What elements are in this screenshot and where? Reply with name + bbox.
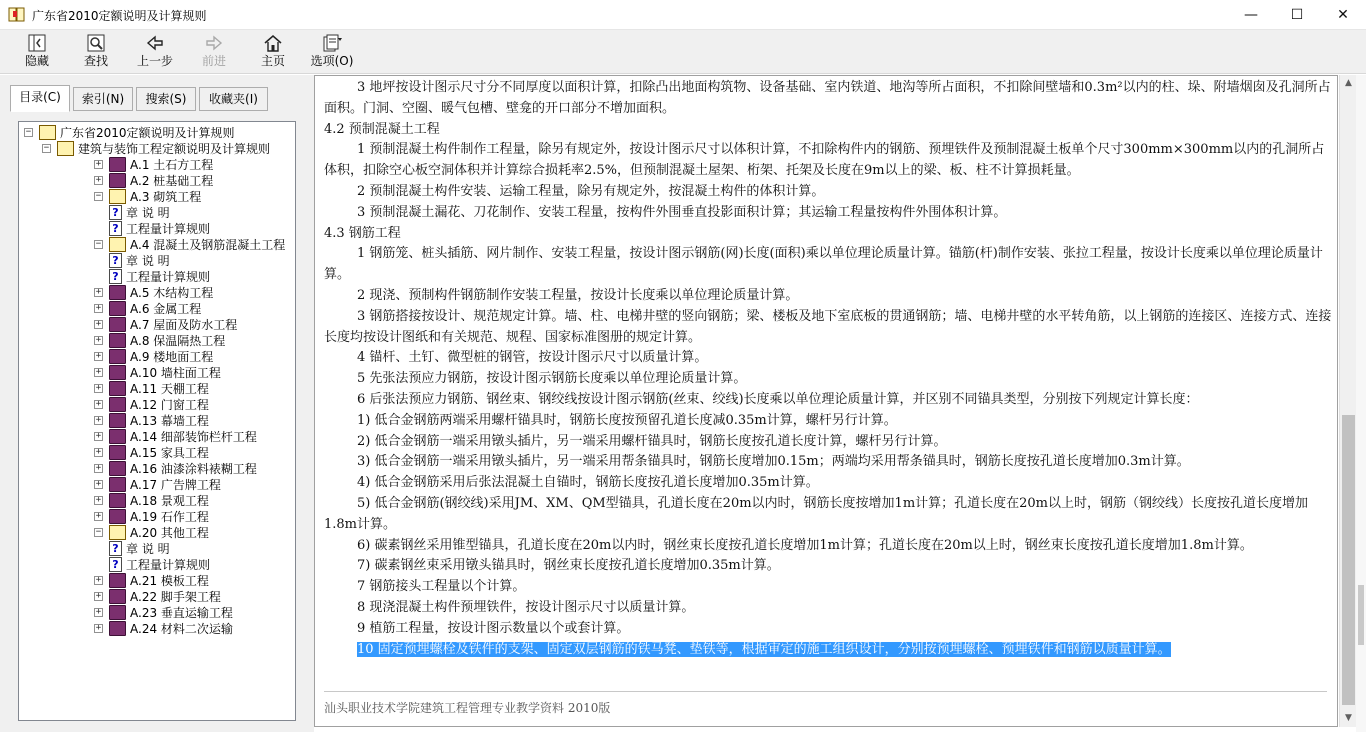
help-page-icon: ? <box>109 541 122 556</box>
tree-item[interactable] <box>19 589 295 605</box>
tree-item-label: A.5 木结构工程 <box>130 286 214 300</box>
forward-button[interactable] <box>188 33 240 71</box>
collapse-minus-icon[interactable]: − <box>25 127 32 137</box>
tree-item[interactable] <box>19 573 295 589</box>
tree-item[interactable] <box>19 365 295 381</box>
closed-book-icon <box>109 461 126 476</box>
tree-item[interactable] <box>19 557 295 573</box>
topic-paragraph: 2 预制混凝土构件安装、运输工程量，除另有规定外，按混凝土构件的体积计算。 <box>357 183 825 199</box>
tree-item[interactable] <box>19 493 295 509</box>
tab-index[interactable]: 索引(N) <box>73 87 133 111</box>
tree-item-label: A.22 脚手架工程 <box>130 590 221 604</box>
closed-book-icon <box>109 413 126 428</box>
tree-item[interactable] <box>19 189 295 205</box>
topic-paragraph: 4 锚杆、土钉、微型桩的钢管，按设计图示尺寸以质量计算。 <box>357 350 708 366</box>
topic-paragraph: 6) 碳素钢丝采用锥型锚具，孔道长度在20m以内时，钢丝束长度按孔道长度增加1m计算；孔道长度在20m以上时，钢丝束长度按孔道长度增加1.8m计算。 <box>357 537 1253 553</box>
closed-book-icon <box>109 621 126 636</box>
contents-tree[interactable] <box>18 121 296 721</box>
find-page-icon <box>85 33 107 53</box>
tree-item[interactable] <box>19 333 295 349</box>
expand-plus-icon[interactable]: + <box>95 607 102 617</box>
tree-item[interactable] <box>19 477 295 493</box>
tree-item[interactable] <box>19 525 295 541</box>
tree-item[interactable] <box>19 413 295 429</box>
hide-label: 隐藏 <box>24 54 49 68</box>
tree-item-label: A.20 其他工程 <box>130 526 209 540</box>
expand-plus-icon[interactable]: + <box>95 415 102 425</box>
tree-item-label: A.10 墙柱面工程 <box>130 366 221 380</box>
tree-item-label: A.15 家具工程 <box>130 446 209 460</box>
find-label: 查找 <box>83 54 108 68</box>
tree-item-label: A.8 保温隔热工程 <box>130 334 226 348</box>
window-edge-scroll-thumb[interactable] <box>1358 585 1364 645</box>
help-page-icon: ? <box>109 269 122 284</box>
topic-paragraph: 7 钢筋接头工程量以个计算。 <box>357 579 526 595</box>
topic-paragraph: 6 后张法预应力钢筋、钢丝束、钢绞线按设计图示钢筋(丝束、绞线)长度乘以单位理论质量计算，并区别不同锚具类型，分别按下列规定计算长度： <box>357 391 1199 407</box>
tree-item[interactable] <box>19 509 295 525</box>
closed-book-icon <box>109 173 126 188</box>
closed-book-icon <box>109 605 126 620</box>
help-page-icon: ? <box>109 205 122 220</box>
tree-item[interactable] <box>19 605 295 621</box>
tree-item[interactable] <box>19 381 295 397</box>
tree-item-label: A.1 土石方工程 <box>130 158 214 172</box>
back-label: 上一步 <box>136 54 173 68</box>
tree-item[interactable] <box>19 541 295 557</box>
tree-item-label: A.6 金属工程 <box>130 302 202 316</box>
tree-item-label: A.9 楼地面工程 <box>130 350 214 364</box>
expand-plus-icon[interactable]: + <box>95 511 102 521</box>
topic-body <box>324 78 1332 660</box>
scroll-down-arrow-icon[interactable]: ▼ <box>1345 713 1352 723</box>
topic-paragraph: 7) 碳素钢丝束采用镦头锚具时，钢丝束长度按孔道长度增加0.35m计算。 <box>357 558 780 574</box>
help-page-icon: ? <box>109 557 122 572</box>
tree-item-label: A.17 广告牌工程 <box>130 478 221 492</box>
topic-paragraph: 4.2 预制混凝土工程 <box>324 121 440 137</box>
content-vertical-scrollbar[interactable] <box>1339 75 1356 727</box>
expand-plus-icon[interactable]: + <box>95 431 102 441</box>
expand-plus-icon[interactable]: + <box>95 367 102 377</box>
navigation-pane <box>0 75 306 732</box>
tree-item-label: A.3 砌筑工程 <box>130 190 202 204</box>
closed-book-icon <box>109 381 126 396</box>
topic-paragraph: 3 地坪按设计图示尺寸分不同厚度以面积计算，扣除凸出地面构筑物、设备基础、室内铁道、地沟等所占面积，不扣除间壁墙和0.3m²以内的柱、垛、附墙烟囱及孔洞所占面积。门洞、空圈、暖气包槽、壁龛的开口部分不增加面积。 <box>324 80 1331 116</box>
expand-plus-icon[interactable]: + <box>95 383 102 393</box>
expand-plus-icon[interactable]: + <box>95 335 102 345</box>
topic-paragraph: 8 现浇混凝土构件预埋铁件，按设计图示尺寸以质量计算。 <box>357 599 695 615</box>
closed-book-icon <box>109 285 126 300</box>
tab-contents[interactable]: 目录(C) <box>10 85 70 112</box>
closed-book-icon <box>109 429 126 444</box>
help-page-icon: ? <box>109 253 122 268</box>
tree-item-label: A.19 石作工程 <box>130 510 209 524</box>
expand-plus-icon[interactable]: + <box>95 159 102 169</box>
selected-paragraph <box>324 640 1332 661</box>
topic-paragraph: 3) 低合金钢筋一端采用镦头插片，另一端采用帮条锚具时，钢筋长度增加0.15m；两端均采用帮条锚具时，钢筋长度按孔道长度增加0.3m计算。 <box>357 454 1190 470</box>
expand-plus-icon[interactable]: + <box>95 351 102 361</box>
tree-item[interactable] <box>19 269 295 285</box>
closed-book-icon <box>109 317 126 332</box>
closed-book-icon <box>109 509 126 524</box>
help-book-app-icon <box>8 7 26 23</box>
title-bar <box>0 0 1366 30</box>
scroll-up-arrow-icon[interactable]: ▲ <box>1345 78 1352 88</box>
closed-book-icon <box>109 477 126 492</box>
topic-paragraph: 2) 低合金钢筋一端采用镦头插片，另一端采用螺杆锚具时，钢筋长度按孔道长度计算，螺杆另行计算。 <box>357 433 947 449</box>
tree-item[interactable] <box>19 461 295 477</box>
tree-item-label: 工程量计算规则 <box>126 222 211 236</box>
topic-paragraph: 1 预制混凝土构件制作工程量，除另有规定外，按设计图示尺寸以体积计算，不扣除构件内的钢筋、预埋铁件及预制混凝土板单个尺寸300mm×300mm以内的孔洞所占体积，扣除空心板空洞体积并计算综合损耗率2.5%，但预制混凝土屋架、桁架、托架及长度在9m以上的梁、板、柱不计算损耗量。 <box>324 142 1325 179</box>
closed-book-icon <box>109 157 126 172</box>
home-label: 主页 <box>260 54 285 68</box>
tab-favorites[interactable]: 收藏夹(I) <box>199 87 268 111</box>
maximize-button[interactable]: ☐ <box>1290 7 1304 23</box>
window-edge-scrollbar[interactable] <box>1356 75 1366 732</box>
expand-plus-icon[interactable]: + <box>95 591 102 601</box>
tree-item-label: A.23 垂直运输工程 <box>130 606 233 620</box>
back-arrow-icon <box>144 33 166 53</box>
topic-content <box>314 75 1338 727</box>
tree-item[interactable] <box>19 429 295 445</box>
expand-plus-icon[interactable]: + <box>95 175 102 185</box>
tree-item-label: A.18 景观工程 <box>130 494 209 508</box>
closed-book-icon <box>109 493 126 508</box>
open-book-icon <box>57 141 74 156</box>
forward-arrow-icon <box>203 33 225 53</box>
expand-plus-icon[interactable]: + <box>95 287 102 297</box>
open-book-icon <box>109 237 126 252</box>
tree-item-label: 工程量计算规则 <box>126 558 211 572</box>
toolbar <box>0 30 1366 74</box>
expand-plus-icon[interactable]: + <box>95 623 102 633</box>
minimize-button[interactable]: — <box>1244 7 1258 23</box>
expand-plus-icon[interactable]: + <box>95 303 102 313</box>
collapse-minus-icon[interactable]: − <box>95 527 102 537</box>
tree-item-label: 章 说 明 <box>126 206 170 220</box>
home-button[interactable] <box>247 33 299 71</box>
topic-paragraph: 4) 低合金钢筋采用后张法混凝土自锚时，钢筋长度按孔道长度增加0.35m计算。 <box>357 475 819 491</box>
tree-item-label: A.11 天棚工程 <box>130 382 209 396</box>
tree-item-label: A.4 混凝土及钢筋混凝土工程 <box>130 238 286 252</box>
scroll-thumb[interactable] <box>1342 415 1355 705</box>
hide-pane-icon <box>26 33 48 53</box>
tree-item-label: A.2 桩基础工程 <box>130 174 214 188</box>
topic-paragraph: 1 钢筋笼、桩头插筋、网片制作、安装工程量，按设计图示钢筋(网)长度(面积)乘以单位理论质量计算。锚筋(杆)制作安装、张拉工程量，按设计长度乘以单位理论质量计算。 <box>324 246 1323 283</box>
hide-button[interactable] <box>11 33 63 71</box>
expand-plus-icon[interactable]: + <box>95 319 102 329</box>
expand-plus-icon[interactable]: + <box>95 575 102 585</box>
closed-book-icon <box>109 349 126 364</box>
home-icon <box>262 33 284 53</box>
tree-item[interactable] <box>19 125 295 141</box>
tree-item[interactable] <box>19 317 295 333</box>
closed-book-icon <box>109 333 126 348</box>
tree-item[interactable] <box>19 205 295 221</box>
topic-paragraph: 1) 低合金钢筋两端采用螺杆锚具时，钢筋长度按预留孔道长度减0.35m计算，螺杆另行计算。 <box>357 412 897 428</box>
tree-item-label: 章 说 明 <box>126 542 170 556</box>
topic-paragraph: 2 现浇、预制构件钢筋制作安装工程量，按设计长度乘以单位理论质量计算。 <box>357 287 799 303</box>
tree-item[interactable] <box>19 157 295 173</box>
tree-item-label: A.12 门窗工程 <box>130 398 209 412</box>
tree-item[interactable] <box>19 173 295 189</box>
tree-item[interactable] <box>19 237 295 253</box>
help-page-icon: ? <box>109 221 122 236</box>
open-book-icon <box>109 189 126 204</box>
closed-book-icon <box>109 397 126 412</box>
tree-item[interactable] <box>19 221 295 237</box>
open-book-icon <box>109 525 126 540</box>
forward-label: 前进 <box>201 54 226 68</box>
topic-paragraph: 5) 低合金钢筋(钢绞线)采用JM、XM、QM型锚具，孔道长度在20m以内时，钢筋长度按增加1m计算；孔道长度在20m以上时，钢筋（钢绞线）长度按孔道长度增加1.8m计算。 <box>324 495 1309 532</box>
expand-plus-icon[interactable]: + <box>95 447 102 457</box>
tab-search[interactable]: 搜索(S) <box>136 87 196 111</box>
text-selection[interactable]: 10 固定预埋螺栓及铁件的支架、固定双层钢筋的铁马凳、垫铁等，根据审定的施工组织设计，分别按预埋螺栓、预埋铁件和钢筋以质量计算。 <box>357 641 1171 657</box>
topic-paragraph: 5 先张法预应力钢筋，按设计图示钢筋长度乘以单位理论质量计算。 <box>357 371 747 387</box>
collapse-minus-icon[interactable]: − <box>95 239 102 249</box>
expand-plus-icon[interactable]: + <box>95 463 102 473</box>
tree-item-label: 广东省2010定额说明及计算规则 <box>60 126 235 140</box>
topic-paragraph: 9 植筋工程量，按设计图示数量以个或套计算。 <box>357 620 630 636</box>
tree-item-label: A.24 材料二次运输 <box>130 622 233 636</box>
tree-item[interactable] <box>19 621 295 637</box>
tree-item-label: 章 说 明 <box>126 254 170 268</box>
tree-item[interactable] <box>19 285 295 301</box>
expand-plus-icon[interactable]: + <box>95 399 102 409</box>
tree-item-label: A.21 模板工程 <box>130 574 209 588</box>
tree-item-label: A.7 屋面及防水工程 <box>130 318 238 332</box>
options-menu-icon <box>321 33 343 53</box>
collapse-minus-icon[interactable]: − <box>43 143 50 153</box>
collapse-minus-icon[interactable]: − <box>95 191 102 201</box>
tree-item[interactable] <box>19 141 295 157</box>
closed-book-icon <box>109 301 126 316</box>
tree-item-label: A.16 油漆涂料裱糊工程 <box>130 462 257 476</box>
topic-paragraph: 4.3 钢筋工程 <box>324 225 401 241</box>
close-button[interactable]: ✕ <box>1337 7 1349 23</box>
topic-paragraph: 3 预制混凝土漏花、刀花制作、安装工程量，按构件外围垂直投影面积计算；其运输工程量按构件外围体积计算。 <box>357 204 1007 220</box>
expand-plus-icon[interactable]: + <box>95 479 102 489</box>
pane-splitter[interactable] <box>306 75 314 732</box>
closed-book-icon <box>109 365 126 380</box>
closed-book-icon <box>109 573 126 588</box>
find-button[interactable] <box>70 33 122 71</box>
options-button[interactable] <box>306 33 358 71</box>
tree-item-label: 工程量计算规则 <box>126 270 211 284</box>
topic-paragraph: 3 钢筋搭接按设计、规范规定计算。墙、柱、电梯井壁的竖向钢筋；梁、楼板及地下室底板的贯通钢筋；墙、电梯井壁的水平转角筋，以上钢筋的连接区、连接方式、连接长度均按设计图纸和有关规范、规程、国家标准图册的规定计算。 <box>324 308 1332 345</box>
topic-footer: 汕头职业技术学院建筑工程管理专业教学资料 2010版 <box>324 701 611 715</box>
tree-item-label: A.13 幕墙工程 <box>130 414 209 428</box>
tree-item[interactable] <box>19 253 295 269</box>
tree-item-label: A.14 细部装饰栏杆工程 <box>130 430 257 444</box>
tree-item[interactable] <box>19 397 295 413</box>
tree-item[interactable] <box>19 349 295 365</box>
closed-book-icon <box>109 445 126 460</box>
tree-item[interactable] <box>19 445 295 461</box>
tree-item-label: 建筑与装饰工程定额说明及计算规则 <box>78 142 271 156</box>
window-title: 广东省2010定额说明及计算规则 <box>32 9 207 23</box>
expand-plus-icon[interactable]: + <box>95 495 102 505</box>
back-button[interactable] <box>129 33 181 71</box>
options-label: 选项(O) <box>310 54 354 68</box>
tree-item[interactable] <box>19 301 295 317</box>
closed-book-icon <box>109 589 126 604</box>
open-book-icon <box>39 125 56 140</box>
footer-divider <box>324 691 1327 692</box>
